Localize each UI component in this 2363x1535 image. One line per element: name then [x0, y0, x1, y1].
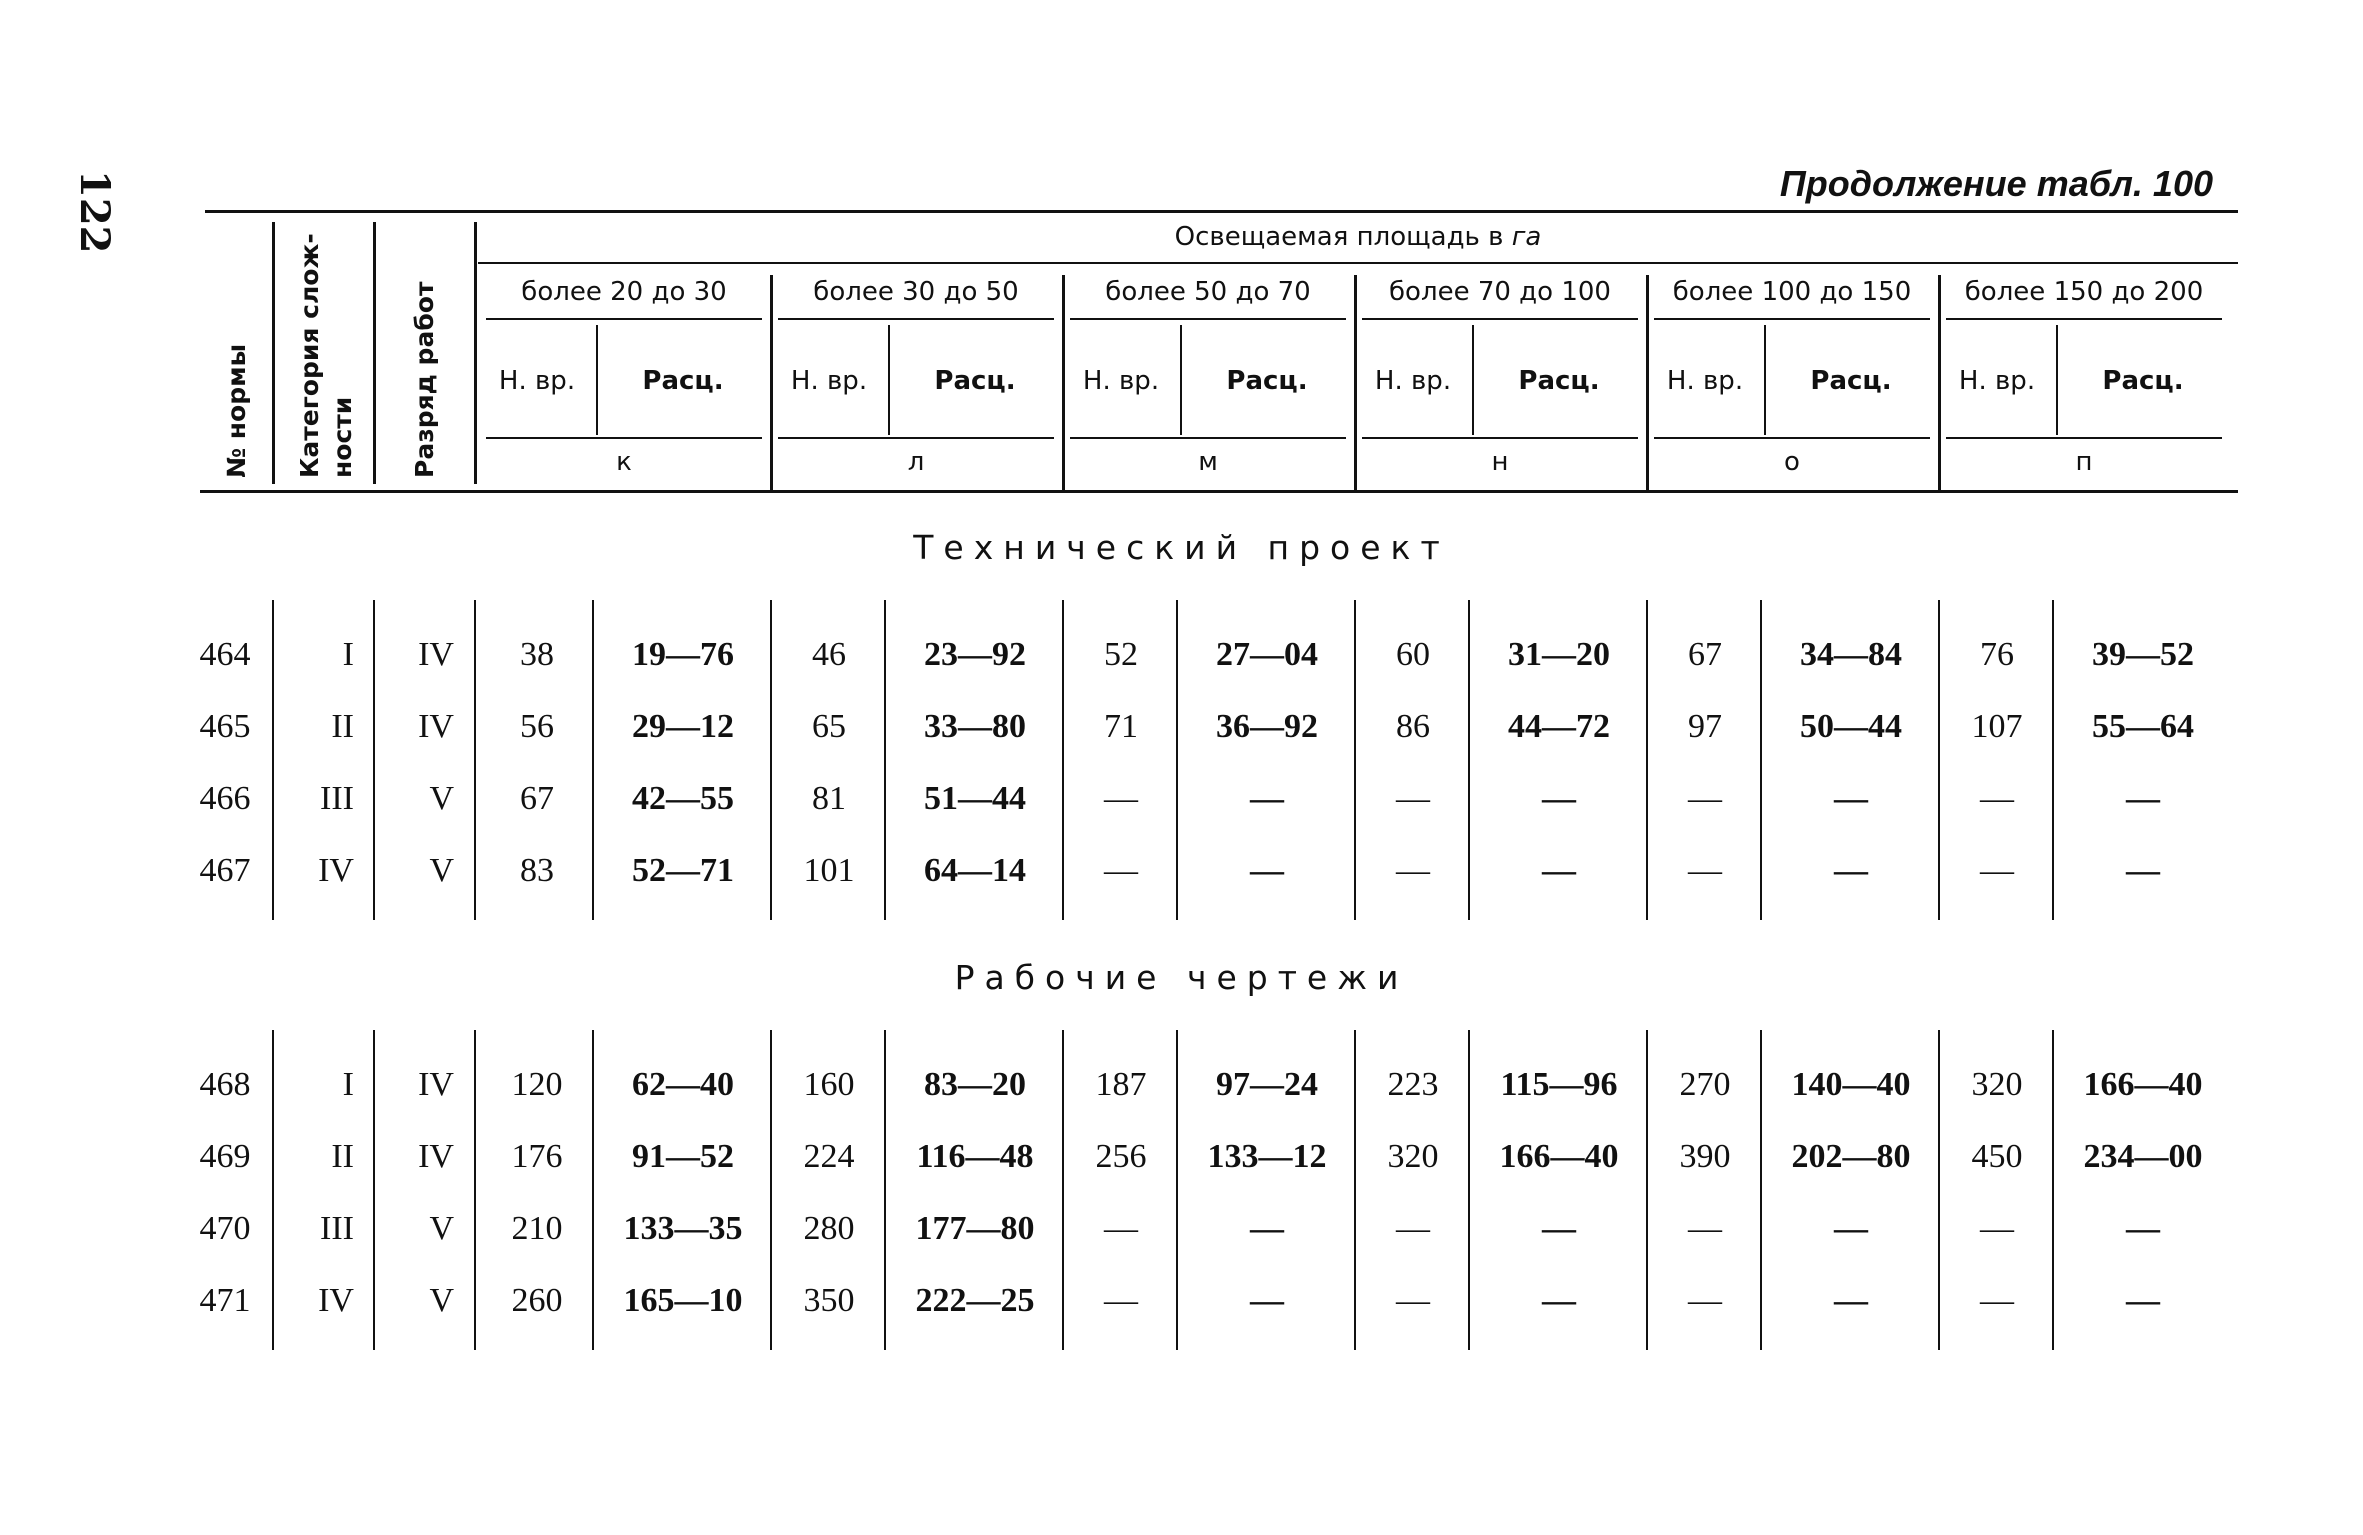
rate-value: — [1834, 1210, 1868, 1247]
time-label: Н. вр. [1666, 366, 1744, 396]
column-header-norm: № нормы [222, 343, 251, 478]
complexity-category: II [331, 708, 354, 745]
range-label-rule [1654, 318, 1930, 320]
rate-value: 64—14 [924, 852, 1026, 889]
rate-value: — [2126, 852, 2160, 889]
rate-value: — [1834, 852, 1868, 889]
time-norm-value: 83 [520, 852, 554, 889]
norm-number: 468 [199, 1066, 251, 1103]
rate-value: 44—72 [1508, 708, 1610, 745]
rate-value: — [1542, 780, 1576, 817]
work-grade: V [429, 780, 454, 817]
norm-number: 469 [199, 1138, 251, 1175]
time-norm-value: 120 [511, 1066, 563, 1103]
rate-value: 166—40 [1499, 1138, 1619, 1175]
range-label: более 30 до 50 [813, 277, 1019, 307]
group-letter: к [616, 447, 632, 477]
rate-value: 177—80 [915, 1210, 1035, 1247]
rate-value: — [1834, 1282, 1868, 1319]
time-label: Н. вр. [1374, 366, 1452, 396]
group-letter: п [2075, 447, 2093, 477]
time-norm-value: 176 [511, 1138, 563, 1175]
header-bottom-rule [200, 490, 2238, 493]
time-norm-value: 450 [1971, 1138, 2023, 1175]
time-norm-value: 224 [803, 1138, 855, 1175]
time-norm-value: 260 [511, 1282, 563, 1319]
group-letter: л [907, 447, 925, 477]
time-label: Н. вр. [1958, 366, 2036, 396]
time-norm-value: 67 [520, 780, 554, 817]
rate-value: 52—71 [632, 852, 734, 889]
time-norm-value: 107 [1971, 708, 2023, 745]
rate-value: 133—12 [1207, 1138, 1327, 1175]
rate-value: 222—25 [915, 1282, 1035, 1319]
time-norm-value: 46 [812, 636, 846, 673]
range-label: более 20 до 30 [521, 277, 727, 307]
rate-value: 91—52 [632, 1138, 734, 1175]
time-norm-value: — [1396, 1282, 1430, 1319]
time-norm-value: — [1688, 780, 1722, 817]
subheader-rule [1946, 437, 2222, 439]
table-caption: Продолжение табл. 100 [1779, 163, 2213, 204]
area-title-text: Освещаемая площадь в [1174, 222, 1504, 252]
range-label: более 50 до 70 [1105, 277, 1311, 307]
complexity-category: III [320, 780, 354, 817]
time-norm-value: — [1104, 780, 1138, 817]
time-norm-value: 223 [1387, 1066, 1439, 1103]
time-norm-value: 56 [520, 708, 554, 745]
table-top-rule [205, 210, 2238, 213]
time-norm-value: 52 [1104, 636, 1138, 673]
rate-value: 50—44 [1800, 708, 1902, 745]
time-norm-value: — [1104, 852, 1138, 889]
time-norm-value: — [1980, 780, 2014, 817]
rate-value: — [1542, 1282, 1576, 1319]
rate-value: 27—04 [1216, 636, 1318, 673]
divider-grade-area [474, 222, 477, 484]
time-norm-value: — [1980, 1210, 2014, 1247]
rate-value: 42—55 [632, 780, 734, 817]
rate-value: 202—80 [1791, 1138, 1911, 1175]
time-norm-value: 256 [1095, 1138, 1147, 1175]
norm-number: 465 [199, 708, 251, 745]
work-grade: V [429, 852, 454, 889]
rate-value: 23—92 [924, 636, 1026, 673]
divider-category-grade [373, 222, 376, 484]
body-column-divider [373, 1030, 375, 1350]
time-norm-value: 160 [803, 1066, 855, 1103]
rate-value: — [2126, 780, 2160, 817]
rate-value: — [1250, 1282, 1284, 1319]
group-letter: н [1491, 447, 1509, 477]
rate-label: Расц. [1226, 366, 1308, 396]
body-column-divider [474, 600, 476, 920]
time-norm-value: 67 [1688, 636, 1722, 673]
subheader-rule [1070, 437, 1346, 439]
work-grade: IV [418, 1138, 454, 1175]
time-norm-value: 101 [803, 852, 855, 889]
rate-value: 166—40 [2083, 1066, 2203, 1103]
rate-value: 116—48 [916, 1138, 1034, 1175]
time-norm-value: — [1104, 1210, 1138, 1247]
time-norm-value: 65 [812, 708, 846, 745]
divider-norm-category [272, 222, 275, 484]
column-header-grade: Разряд работ [410, 281, 439, 478]
rate-value: 19—76 [632, 636, 734, 673]
subheader-rule [778, 437, 1054, 439]
complexity-category: II [331, 1138, 354, 1175]
range-label: более 70 до 100 [1389, 277, 1611, 307]
rate-value: — [1250, 780, 1284, 817]
rate-value: 29—12 [632, 708, 734, 745]
norm-number: 467 [199, 852, 251, 889]
time-norm-value: — [1396, 780, 1430, 817]
rate-value: — [1250, 1210, 1284, 1247]
complexity-category: IV [318, 1282, 354, 1319]
rate-value: 33—80 [924, 708, 1026, 745]
rate-value: — [1250, 852, 1284, 889]
time-norm-value: 71 [1104, 708, 1138, 745]
complexity-category: III [320, 1210, 354, 1247]
complexity-category: I [342, 1066, 354, 1103]
range-label: более 150 до 200 [1964, 277, 2204, 307]
time-norm-value: 76 [1980, 636, 2014, 673]
time-norm-value: 187 [1095, 1066, 1147, 1103]
time-norm-value: 81 [812, 780, 846, 817]
rate-value: 133—35 [623, 1210, 743, 1247]
time-norm-value: 97 [1688, 708, 1722, 745]
time-norm-value: 320 [1971, 1066, 2023, 1103]
rate-value: — [1542, 1210, 1576, 1247]
rate-value: 115—96 [1500, 1066, 1618, 1103]
time-norm-value: 280 [803, 1210, 855, 1247]
group-letter: о [1784, 447, 1800, 477]
time-norm-value: — [1980, 852, 2014, 889]
rate-value: 36—92 [1216, 708, 1318, 745]
time-norm-value: — [1688, 1210, 1722, 1247]
area-title-rule [478, 262, 2238, 264]
group-letter: м [1198, 447, 1218, 477]
work-grade: IV [418, 1066, 454, 1103]
range-label-rule [1946, 318, 2222, 320]
rate-label: Расц. [1810, 366, 1892, 396]
complexity-category: I [342, 636, 354, 673]
time-norm-value: — [1980, 1282, 2014, 1319]
rate-value: 31—20 [1508, 636, 1610, 673]
rate-value: — [2126, 1210, 2160, 1247]
area-title-unit: га [1511, 222, 1542, 252]
column-header-category-line2: ности [328, 396, 357, 478]
complexity-category: IV [318, 852, 354, 889]
range-label: более 100 до 150 [1672, 277, 1912, 307]
time-norm-value: 60 [1396, 636, 1430, 673]
body-column-divider [373, 600, 375, 920]
section-title: Рабочие чертежи [954, 958, 1409, 997]
time-norm-value: 390 [1679, 1138, 1731, 1175]
rate-value: 83—20 [924, 1066, 1026, 1103]
time-norm-value: — [1688, 852, 1722, 889]
norm-number: 471 [199, 1282, 251, 1319]
range-label-rule [1070, 318, 1346, 320]
column-header-category-line1: Категория слож- [295, 233, 324, 478]
time-norm-value: 320 [1387, 1138, 1439, 1175]
time-norm-value: 86 [1396, 708, 1430, 745]
rate-value: 51—44 [924, 780, 1026, 817]
range-label-rule [778, 318, 1054, 320]
rate-value: 55—64 [2092, 708, 2194, 745]
norm-number: 466 [199, 780, 251, 817]
area-title [478, 222, 2238, 252]
rate-label: Расц. [1518, 366, 1600, 396]
work-grade: V [429, 1282, 454, 1319]
time-label: Н. вр. [498, 366, 576, 396]
rate-value: — [2126, 1282, 2160, 1319]
subheader-rule [1654, 437, 1930, 439]
rate-value: — [1542, 852, 1576, 889]
subheader-rule [486, 437, 762, 439]
time-norm-value: — [1396, 852, 1430, 889]
rate-value: — [1834, 780, 1868, 817]
work-grade: IV [418, 708, 454, 745]
work-grade: V [429, 1210, 454, 1247]
time-label: Н. вр. [1082, 366, 1160, 396]
time-norm-value: 38 [520, 636, 554, 673]
rate-value: 39—52 [2092, 636, 2194, 673]
time-label: Н. вр. [790, 366, 868, 396]
rate-value: 62—40 [632, 1066, 734, 1103]
rate-label: Расц. [934, 366, 1016, 396]
section-title: Технический проект [913, 528, 1450, 567]
time-norm-value: 210 [511, 1210, 563, 1247]
time-norm-value: — [1396, 1210, 1430, 1247]
rate-value: 97—24 [1216, 1066, 1318, 1103]
rate-value: 165—10 [623, 1282, 743, 1319]
rate-value: 234—00 [2083, 1138, 2203, 1175]
norm-number: 464 [199, 636, 251, 673]
body-column-divider [272, 600, 274, 920]
rate-value: 34—84 [1800, 636, 1902, 673]
time-norm-value: — [1104, 1282, 1138, 1319]
rate-value: 140—40 [1791, 1066, 1911, 1103]
time-norm-value: 270 [1679, 1066, 1731, 1103]
time-norm-value: 350 [803, 1282, 855, 1319]
range-label-rule [486, 318, 762, 320]
work-grade: IV [418, 636, 454, 673]
norm-number: 470 [199, 1210, 251, 1247]
body-column-divider [272, 1030, 274, 1350]
body-column-divider [474, 1030, 476, 1350]
rate-label: Расц. [642, 366, 724, 396]
time-norm-value: — [1688, 1282, 1722, 1319]
page-number: 122 [71, 170, 118, 254]
rate-label: Расц. [2102, 366, 2184, 396]
range-label-rule [1362, 318, 1638, 320]
subheader-rule [1362, 437, 1638, 439]
